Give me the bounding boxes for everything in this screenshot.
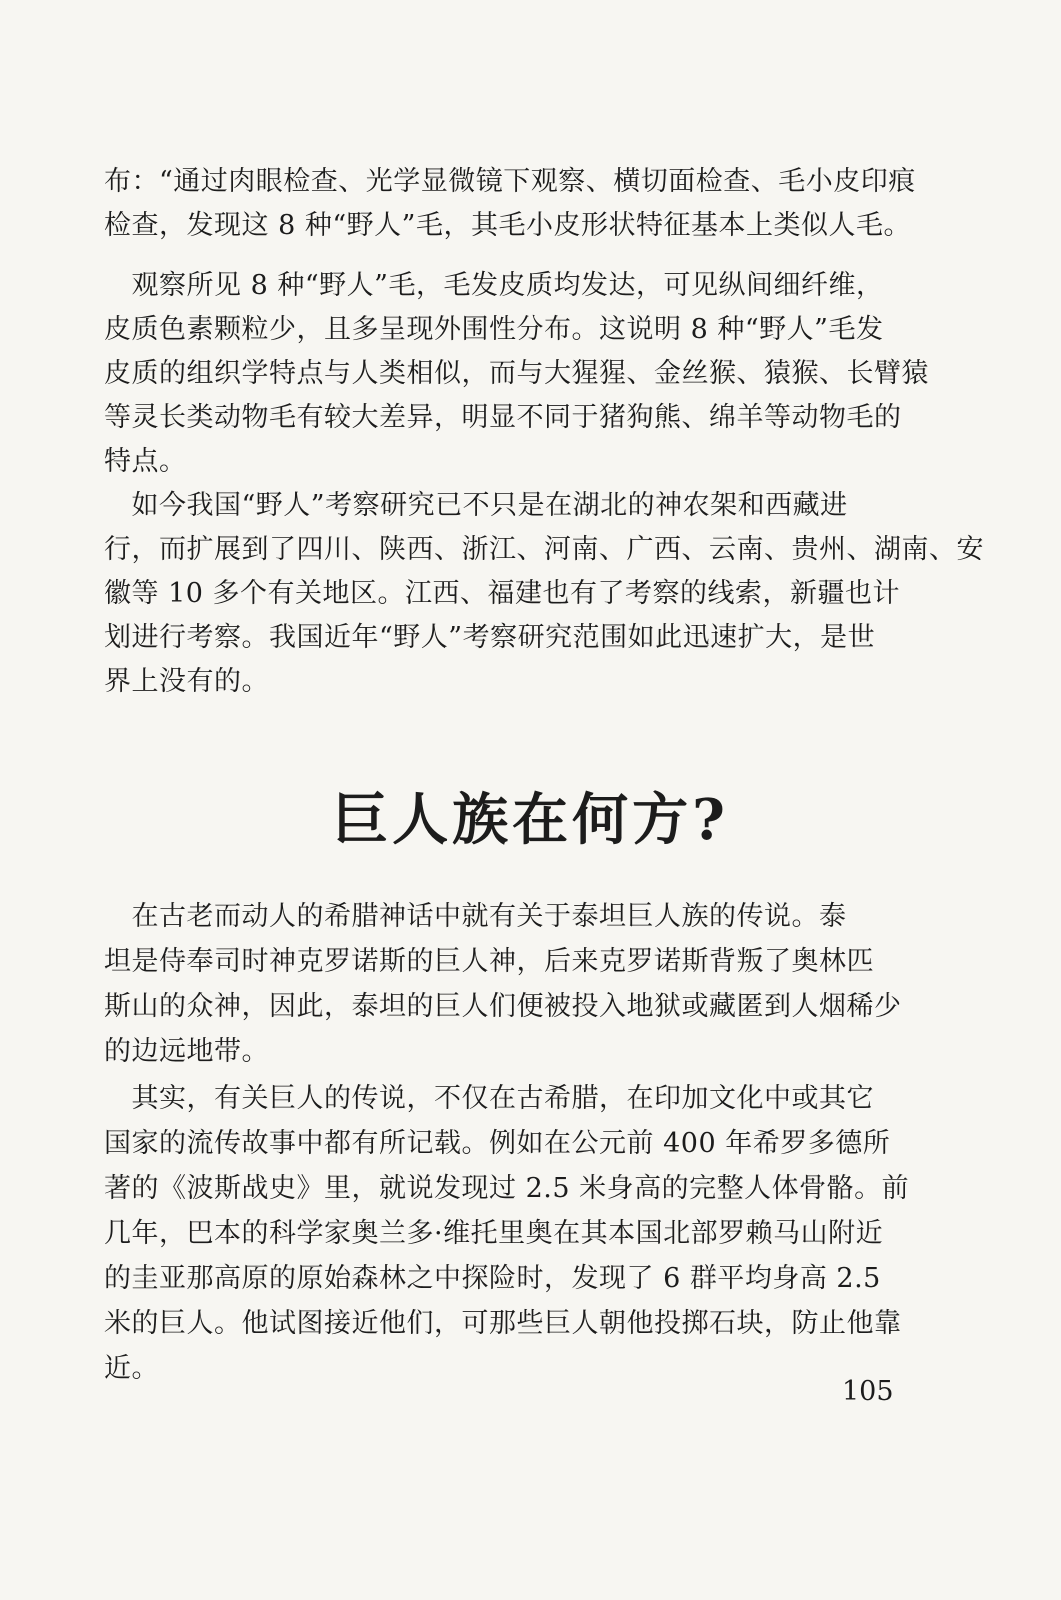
text-line: 皮质的组织学特点与人类相似，而与大猩猩、金丝猴、猿猴、长臂猿 [104,358,929,389]
text-line: 布：“通过肉眼检查、光学显微镜下观察、横切面检查、毛小皮印痕 [104,166,916,197]
text-line: 观察所见 8 种“野人”毛，毛发皮质均发达，可见纵间细纤维， [104,270,884,301]
text-line: 著的《波斯战史》里，就说发现过 2.5 米身高的完整人体骨骼。前 [104,1173,910,1204]
text-line: 行，而扩展到了四川、陕西、浙江、河南、广西、云南、贵州、湖南、安 [104,534,984,565]
text-line: 的边远地带。 [104,1036,269,1067]
text-line: 国家的流传故事中都有所记载。例如在公元前 400 年希罗多德所 [104,1128,891,1159]
text-line: 近。 [104,1353,159,1384]
section-title: 巨人族在何方? [332,787,729,853]
text-line: 其实，有关巨人的传说，不仅在古希腊，在印加文化中或其它 [104,1083,874,1114]
text-line: 划进行考察。我国近年“野人”考察研究范围如此迅速扩大，是世 [104,622,876,653]
text-line: 等灵长类动物毛有较大差异，明显不同于猪狗熊、绵羊等动物毛的 [104,402,902,433]
text-line: 斯山的众神，因此，泰坦的巨人们便被投入地狱或藏匿到人烟稀少 [104,991,902,1022]
text-line: 检查，发现这 8 种“野人”毛，其毛小皮形状特征基本上类似人毛。 [104,210,911,241]
page-number: 105 [842,1376,894,1407]
text-line: 如今我国“野人”考察研究已不只是在湖北的神农架和西藏进 [104,490,848,521]
text-line: 的圭亚那高原的原始森林之中探险时，发现了 6 群平均身高 2.5 [104,1263,881,1294]
text-line: 皮质色素颗粒少，且多呈现外围性分布。这说明 8 种“野人”毛发 [104,314,884,345]
text-line: 在古老而动人的希腊神话中就有关于泰坦巨人族的传说。泰 [104,901,847,932]
text-line: 米的巨人。他试图接近他们，可那些巨人朝他投掷石块，防止他靠 [104,1308,902,1339]
text-line: 徽等 10 多个有关地区。江西、福建也有了考察的线索，新疆也计 [104,578,901,609]
text-line: 界上没有的。 [104,666,269,697]
text-line: 特点。 [104,446,187,477]
text-line: 坦是侍奉司时神克罗诺斯的巨人神，后来克罗诺斯背叛了奥林匹 [104,946,874,977]
text-line: 几年，巴本的科学家奥兰多·维托里奥在其本国北部罗赖马山附近 [104,1218,884,1249]
